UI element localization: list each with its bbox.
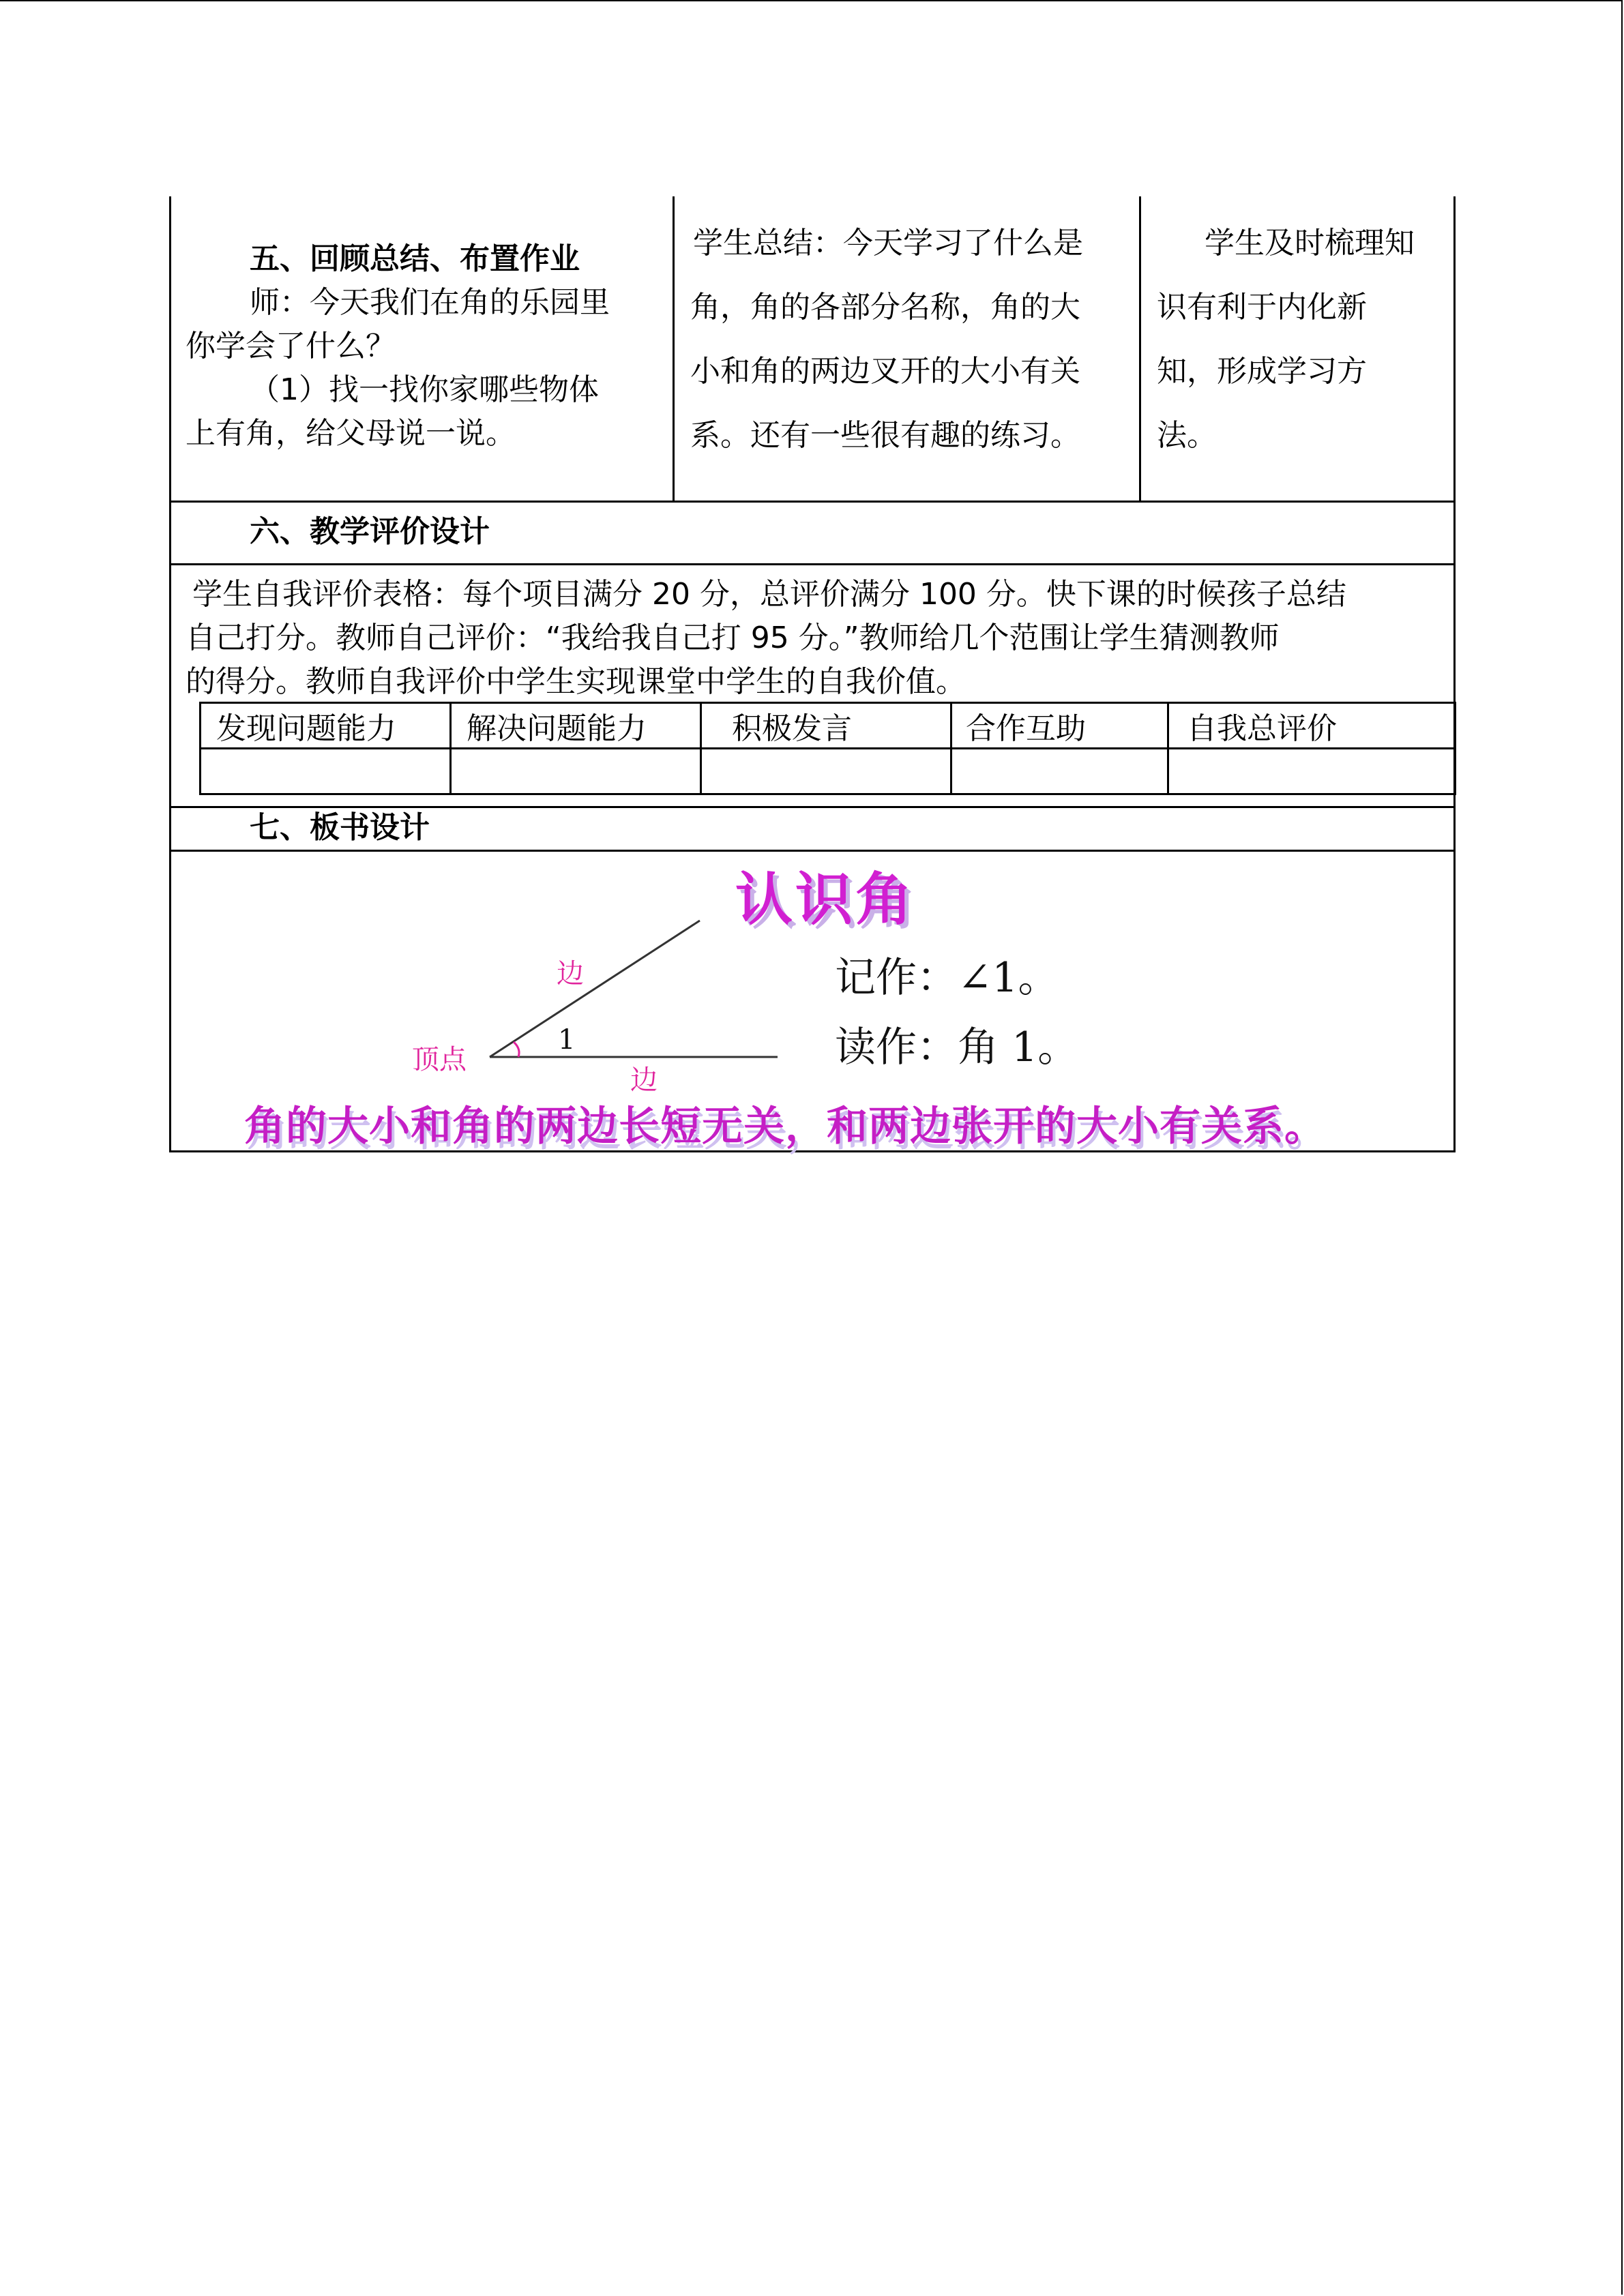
side-label-top: 边 [557, 958, 584, 989]
row-divider-section7-body [169, 850, 1456, 852]
intent-line-2: 识有利于内化新 [1157, 290, 1367, 325]
board-conclusion: 角的大小和角的两边长短无关，和两边张开的大小有关系。 [244, 1103, 1326, 1150]
table-header-row [201, 703, 1456, 749]
section6-title: 六、教学评价设计 [250, 514, 490, 549]
evaluation-line-1: 学生自我评价表格：每个项目满分 20 分，总评价满分 100 分。快下课的时候孩子总结 [192, 577, 1346, 612]
table-header-cell: 积极发言 [701, 703, 951, 749]
score-cell[interactable] [951, 749, 1168, 794]
intent-line-4: 法。 [1157, 418, 1217, 453]
section7-title: 七、板书设计 [250, 810, 430, 845]
table-header-cell: 发现问题能力 [201, 703, 451, 749]
score-cell[interactable] [201, 749, 451, 794]
intent-line-1: 学生及时梳理知 [1205, 226, 1415, 260]
table-score-row [201, 749, 1456, 794]
student-line-2: 角，角的各部分名称，角的大 [690, 290, 1080, 325]
angle-number: 1 [558, 1024, 576, 1056]
column-divider-2 [1139, 196, 1141, 502]
score-cell[interactable] [701, 749, 951, 794]
intent-line-3: 知，形成学习方 [1157, 354, 1367, 389]
board-heading: 认识角 [735, 866, 916, 933]
teacher-line-3: （1）找一找你家哪些物体 [250, 372, 599, 407]
lesson-table [169, 196, 1456, 1152]
section5-title: 五、回顾总结、布置作业 [250, 241, 580, 276]
table-header-cell: 解决问题能力 [451, 703, 701, 749]
table-left-border [169, 196, 171, 1152]
board-notation-line: 记作：∠1。 [835, 954, 1059, 1002]
angle-side-upper [490, 921, 700, 1057]
side-label-bottom: 边 [630, 1064, 658, 1096]
student-line-1: 学生总结：今天学习了什么是 [693, 226, 1083, 260]
score-cell[interactable] [451, 749, 701, 794]
row-divider-section6-body [169, 563, 1456, 565]
table-header-cell: 合作互助 [951, 703, 1168, 749]
row-divider-section6 [169, 501, 1456, 503]
student-line-4: 系。还有一些很有趣的练习。 [690, 418, 1080, 453]
board-reading-line: 读作：角 1。 [835, 1024, 1079, 1071]
self-evaluation-table [199, 702, 1456, 795]
evaluation-line-2: 自己打分。教师自己评价：“我给我自己打 95 分。”教师给几个范围让学生猜测教师 [186, 621, 1280, 655]
evaluation-line-3: 的得分。教师自我评价中学生实现课堂中学生的自我价值。 [186, 664, 966, 699]
table-header-cell: 自我总评价 [1168, 703, 1456, 749]
table-right-border [1453, 196, 1456, 1152]
angle-arc [514, 1042, 519, 1057]
teacher-line-2: 你学会了什么？ [186, 329, 396, 363]
vertex-label: 顶点 [412, 1044, 467, 1075]
score-cell[interactable] [1168, 749, 1456, 794]
teacher-line-1: 师：今天我们在角的乐园里 [250, 285, 610, 320]
teacher-line-4: 上有角，给父母说一说。 [186, 416, 516, 451]
column-divider-1 [673, 196, 675, 502]
student-line-3: 小和角的两边叉开的大小有关 [690, 354, 1080, 389]
